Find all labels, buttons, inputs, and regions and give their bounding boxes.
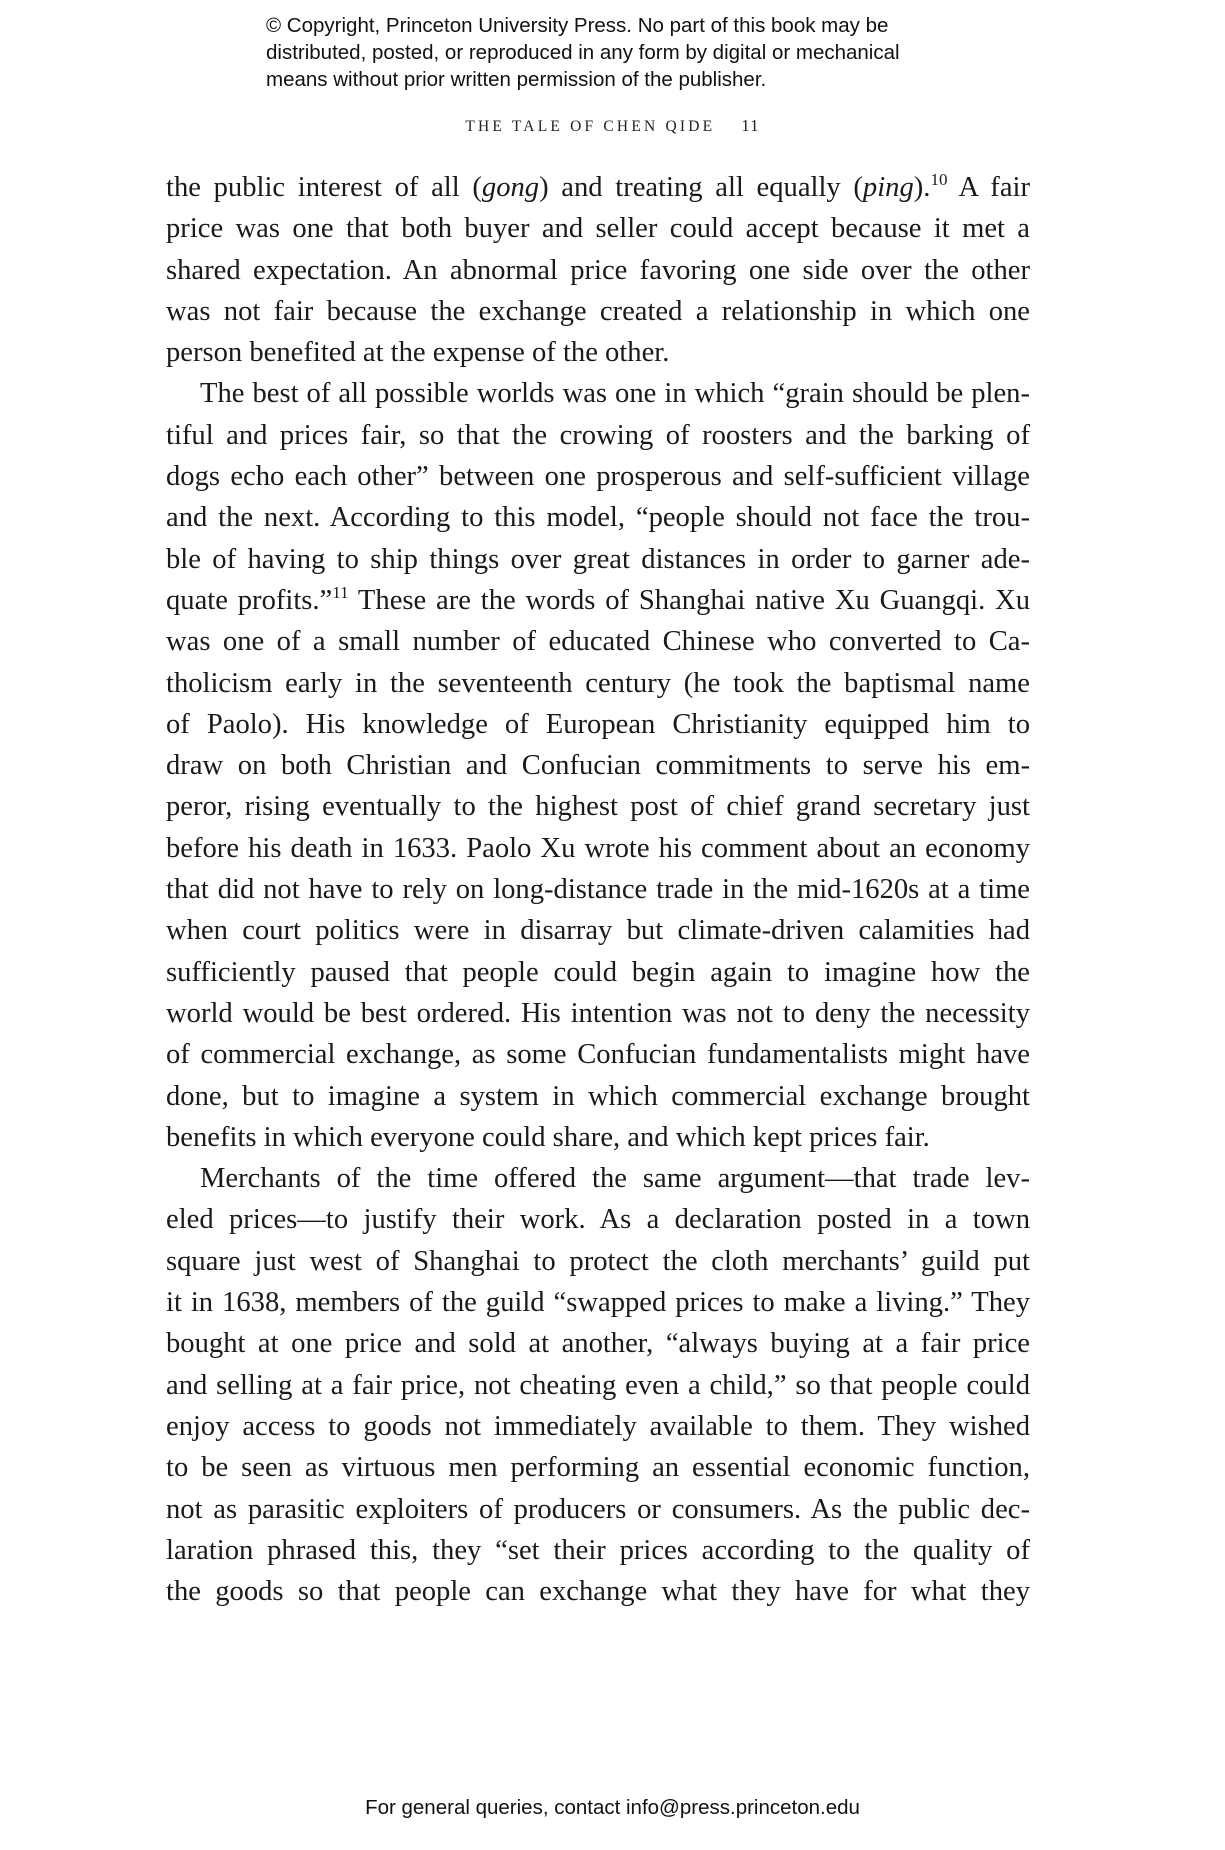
page-number: 11	[741, 116, 760, 135]
text-line: and the next. According to this model, “people should not face the trou-	[166, 502, 1030, 534]
paragraph-1	[166, 167, 1030, 373]
text-run: ).	[913, 172, 931, 203]
text-line: eled prices—to justify their work. As a declaration posted in a town	[166, 1204, 1030, 1236]
text-line: was not fair because the exchange created a relationship in which one	[166, 295, 1030, 327]
italic-term-gong: gong	[481, 172, 540, 203]
text-line: draw on both Christian and Confucian commitments to serve his em-	[166, 750, 1030, 782]
text-line: to be seen as virtuous men performing an essential economic function,	[166, 1452, 1030, 1484]
text-line: bought at one price and sold at another, “always buying at a fair price	[166, 1328, 1030, 1360]
text-run: A fair	[947, 172, 1030, 203]
text-line: shared expectation. An abnormal price favoring one side over the other	[166, 254, 1030, 286]
text-line: benefits in which everyone could share, and which kept prices fair.	[166, 1121, 930, 1153]
text-line: was one of a small number of educated Chinese who converted to Ca-	[166, 626, 1030, 658]
text-line: ble of having to ship things over great distances in order to garner ade-	[166, 543, 1030, 575]
text-line: tiful and prices fair, so that the crowing of roosters and the barking of	[166, 419, 1030, 451]
text-line: world would be best ordered. His intention was not to deny the necessity	[166, 997, 1030, 1029]
text-run: ) and treating all equally (	[539, 172, 863, 203]
paragraph-3	[166, 1158, 1030, 1612]
text-line: not as parasitic exploiters of producers or consumers. As the public dec-	[166, 1493, 1030, 1525]
text-line: before his death in 1633. Paolo Xu wrote his comment about an economy	[166, 832, 1030, 864]
text-line: it in 1638, members of the guild “swapped prices to make a living.” They	[166, 1287, 1030, 1319]
italic-term-ping: ping	[862, 172, 914, 203]
text-line: tholicism early in the seventeenth century (he took the baptismal name	[166, 667, 1030, 699]
text-line: laration phrased this, they “set their prices according to the quality of	[166, 1534, 1030, 1566]
paragraph-2	[166, 373, 1030, 1158]
text-line: of Paolo). His knowledge of European Christianity equipped him to	[166, 708, 1030, 740]
running-head	[0, 116, 1225, 136]
text-line: enjoy access to goods not immediately available to them. They wished	[166, 1410, 1030, 1442]
footnote-ref-10[interactable]: 10	[930, 170, 948, 189]
footnote-ref-11[interactable]: 11	[332, 582, 349, 602]
body-text	[166, 167, 1030, 1612]
footer-contact: For general queries, contact info@press.princeton.edu	[365, 1796, 860, 1819]
text-line: when court politics were in disarray but climate-driven calamities had	[166, 915, 1030, 947]
copyright-line: distributed, posted, or reproduced in any form by digital or mechanical	[266, 41, 900, 64]
text-run: These are the words of Shanghai native Xu Guangqi. Xu	[348, 584, 1030, 616]
text-line: Merchants of the time offered the same argument—that trade lev-	[200, 1163, 1030, 1195]
text-line	[166, 167, 1030, 208]
text-line: peror, rising eventually to the highest post of chief grand secretary just	[166, 791, 1030, 823]
running-head-title: THE TALE OF CHEN QIDE	[465, 118, 716, 135]
text-line: sufficiently paused that people could begin again to imagine how the	[166, 956, 1030, 988]
text-line: and selling at a fair price, not cheating even a child,” so that people could	[166, 1369, 1030, 1401]
copyright-line: © Copyright, Princeton University Press. No part of this book may be	[266, 14, 889, 37]
text-line: that did not have to rely on long-distance trade in the mid-1620s at a time	[166, 874, 1030, 906]
text-line: the goods so that people can exchange what they have for what they	[166, 1576, 1030, 1608]
text-line: The best of all possible worlds was one in which “grain should be plen-	[200, 378, 1030, 410]
copyright-line: means without prior written permission of the publisher.	[266, 68, 767, 91]
text-line	[166, 580, 1030, 621]
text-line: square just west of Shanghai to protect the cloth merchants’ guild put	[166, 1245, 1030, 1277]
text-line: dogs echo each other” between one prosperous and self-sufficient village	[166, 461, 1030, 493]
text-line: person benefited at the expense of the other.	[166, 337, 670, 369]
copyright-notice	[266, 12, 966, 93]
text-line: price was one that both buyer and seller could accept because it met a	[166, 213, 1030, 245]
text-line: of commercial exchange, as some Confucian fundamentalists might have	[166, 1039, 1030, 1071]
text-line: done, but to imagine a system in which commercial exchange brought	[166, 1080, 1030, 1112]
text-run: the public interest of all (	[166, 172, 482, 203]
text-run: quate profits.”	[166, 584, 333, 616]
